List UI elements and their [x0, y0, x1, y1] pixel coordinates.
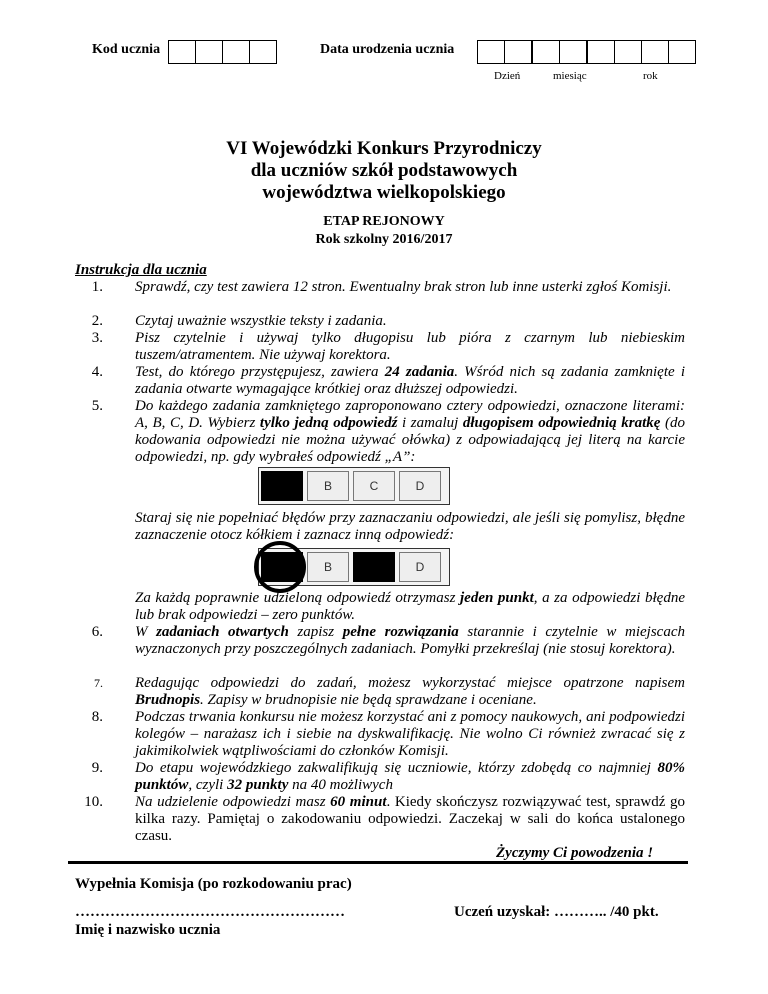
instruction-10: 10. Na udzielenie odpowiedzi masz 60 minut. Kiedy skończysz rozwiązywać test, sprawdź go kilka razy. Pamiętaj o zakodowaniu odpowiedzi. Zaczekaj w sali do końca ustalonego czasu. [84, 794, 685, 844]
title-line-1: VI Wojewódzki Konkurs Przyrodniczy [226, 138, 542, 159]
school-year: Rok szkolny 2016/2017 [315, 232, 453, 247]
title-line-2: dla uczniów szkół podstawowych [250, 160, 518, 181]
points-instruction: Za każdą poprawnie udzieloną odpowiedź otrzymasz jeden punkt, a za odpowiedzi błędne lub brak odpowiedzi – zero punktów. [135, 590, 685, 623]
month-label: miesiąc [553, 70, 587, 82]
day-label: Dzień [494, 70, 521, 82]
instruction-3: 3. Pisz czytelnie i używaj tylko długopisu lub pióra z czarnym lub niebieskim tuszem/atramentem. Nie używaj korektora. [91, 330, 685, 363]
instruction-4: 4. Test, do którego przystępujesz, zawiera 24 zadania. Wśród nich są zadania zamknięte i zadania otwarte wymagające krótkiej oraz dłuższej odpowiedzi. [91, 364, 685, 397]
answer-option-b-2: B [307, 552, 349, 582]
wishes: Życzymy Ci powodzenia ! [496, 845, 654, 861]
year-label: rok [643, 70, 658, 82]
footer-divider [68, 861, 688, 864]
title-line-3: województwa wielkopolskiego [262, 182, 506, 203]
score-field[interactable]: Uczeń uzyskał: ……….. /40 pkt. [454, 904, 659, 920]
answer-option-b: B [307, 471, 349, 501]
student-code-label: Kod ucznia [92, 42, 161, 57]
commission-label: Wypełnia Komisja (po rozkodowaniu prac) [75, 876, 352, 892]
birth-date-boxes[interactable] [478, 40, 696, 64]
answer-option-c: C [353, 471, 395, 501]
stage-name: ETAP REJONOWY [323, 214, 445, 229]
student-name-field[interactable]: ……………………………………………… [75, 904, 345, 920]
answer-example-corrected [258, 548, 450, 586]
answer-example-correct [258, 467, 450, 505]
answer-option-a-circled [261, 552, 303, 582]
answer-option-c-filled [353, 552, 395, 582]
instruction-1: 1. Sprawdź, czy test zawiera 12 stron. Ewentualny brak stron lub inne usterki zgłoś Komisji. [91, 279, 672, 295]
mistake-instruction: Staraj się nie popełniać błędów przy zaznaczaniu odpowiedzi, ale jeśli się pomylisz, błędne zaznaczenie otocz kółkiem i zaznacz inną odpowiedź: [135, 510, 685, 543]
instruction-5: 5. Do każdego zadania zamkniętego zaproponowano cztery odpowiedzi, oznaczone literami: A, B, C, D. Wybierz tylko jedną odpowiedź i zamaluj długopisem odpowiednią kratkę (do kodowania odpowiedzi nie można używać ołówka) z odpowiadającą jej literą na karcie odpowiedzi, np. gdy wybrałeś odpowiedź „A”: [91, 398, 685, 465]
answer-option-a-filled [261, 471, 303, 501]
answer-option-d: D [399, 471, 441, 501]
instructions-heading: Instrukcja dla ucznia [75, 262, 207, 278]
instruction-2: 2. Czytaj uważnie wszystkie teksty i zadania. [91, 313, 387, 329]
student-code-boxes[interactable] [169, 40, 277, 64]
circle-mark-icon [254, 541, 306, 593]
student-name-label: Imię i nazwisko ucznia [75, 922, 221, 938]
instruction-8: 8. Podczas trwania konkursu nie możesz korzystać ani z pomocy naukowych, ani podpowiedzi kolegów – narażasz ich i siebie na dyskwalifikację. Nie wolno Ci również zwracać się z jakimikolwiek wątpliwościami do członków Komisji. [91, 709, 685, 759]
instruction-6: 6. W zadaniach otwartych zapisz pełne rozwiązania starannie i czytelnie w miejscach wyznaczonych przy poszczególnych zadaniach. Pomyłki przekreślaj (nie stosuj korektora). [91, 624, 685, 657]
instruction-7: 7. Redagując odpowiedzi do zadań, możesz wykorzystać miejsce opatrzone napisem Brudnopis. Zapisy w brudnopisie nie będą sprawdzane i oceniane. [94, 675, 685, 708]
instruction-9: 9. Do etapu wojewódzkiego zakwalifikują się uczniowie, którzy zdobędą co najmniej 80% punktów, czyli 32 punkty na 40 możliwych [91, 760, 685, 793]
answer-option-d-2: D [399, 552, 441, 582]
birth-date-label: Data urodzenia ucznia [320, 42, 455, 57]
